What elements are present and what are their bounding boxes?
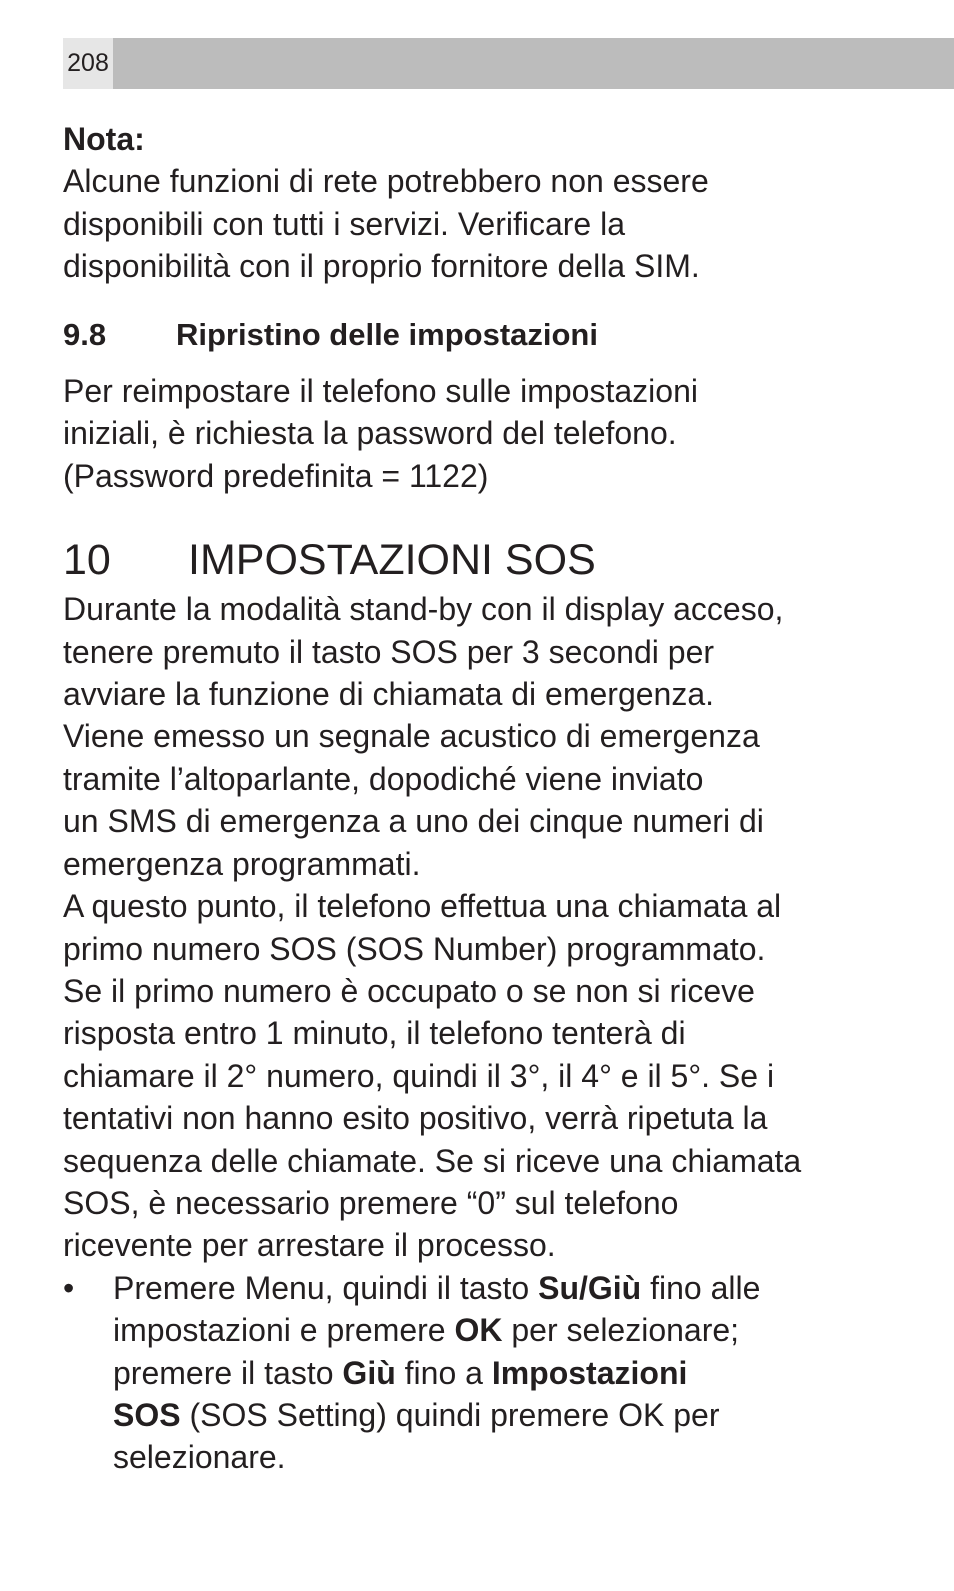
text-run: per selezionare; (502, 1312, 740, 1349)
body-line: chiamare il 2° numero, quindi il 3°, il 4° e il 5°. Se i (63, 1057, 775, 1094)
body-line: tentativi non hanno esito positivo, verrà ripetuta la (63, 1100, 768, 1137)
bullet-line (113, 1309, 760, 1351)
text-run: selezionare. (113, 1439, 286, 1476)
section-body (63, 370, 883, 497)
section-number: 9.8 (63, 316, 107, 352)
page-content (63, 118, 883, 1479)
emphasis-key: Impostazioni (491, 1354, 688, 1391)
body-line: emergenza programmati. (63, 845, 421, 882)
section-line: iniziali, è richiesta la password del telefono. (63, 415, 677, 452)
note-title: Nota: (63, 121, 145, 157)
text-run: impostazioni e premere (113, 1312, 455, 1349)
body-line: ricevente per arrestare il processo. (63, 1227, 556, 1264)
body-line: SOS, è necessario premere “0” sul telefono (63, 1184, 679, 1221)
chapter-body (63, 588, 883, 1267)
instruction-list (63, 1267, 883, 1479)
bullet-line (113, 1267, 760, 1309)
text-run: (SOS Setting) quindi premere OK per (180, 1396, 720, 1433)
list-item (63, 1267, 883, 1479)
emphasis-key: Giù (342, 1354, 396, 1391)
bullet-marker: • (63, 1269, 75, 1306)
body-line: Durante la modalità stand-by con il display acceso, (63, 591, 784, 628)
body-line: tramite l’altoparlante, dopodiché viene inviato (63, 760, 704, 797)
chapter-heading (63, 532, 883, 588)
note-line: disponibilità con il proprio fornitore della SIM. (63, 248, 700, 285)
chapter-title: IMPOSTAZIONI SOS (188, 536, 596, 585)
body-line: avviare la funzione di chiamata di emergenza. (63, 676, 715, 713)
body-line: risposta entro 1 minuto, il telefono tenterà di (63, 1015, 686, 1052)
note-block (63, 118, 883, 288)
bullet-text (113, 1267, 760, 1479)
body-line: sequenza delle chiamate. Se si riceve una chiamata (63, 1142, 802, 1179)
bullet-line (113, 1352, 760, 1394)
body-line: Viene emesso un segnale acustico di emergenza (63, 718, 760, 755)
page-header-bar (63, 38, 954, 89)
text-run: premere il tasto (113, 1354, 343, 1391)
body-line: un SMS di emergenza a uno dei cinque numeri di (63, 803, 764, 840)
section-heading (63, 314, 883, 356)
text-run: fino a (395, 1354, 492, 1391)
body-line: Se il primo numero è occupato o se non si riceve (63, 972, 755, 1009)
emphasis-key: OK (454, 1312, 503, 1349)
bullet-line (113, 1436, 760, 1478)
section-line: (Password predefinita = 1122) (63, 457, 489, 494)
emphasis-key: Su/Giù (538, 1269, 642, 1306)
emphasis-key: SOS (113, 1396, 181, 1433)
page-number: 208 (63, 38, 113, 89)
note-line: Alcune funzioni di rete potrebbero non essere (63, 163, 709, 200)
bullet-line (113, 1394, 760, 1436)
text-run: Premere Menu, quindi il tasto (113, 1269, 539, 1306)
body-line: A questo punto, il telefono effettua una chiamata al (63, 888, 782, 925)
section-title: Ripristino delle impostazioni (176, 316, 598, 352)
section-line: Per reimpostare il telefono sulle impostazioni (63, 373, 698, 410)
text-run: fino alle (641, 1269, 761, 1306)
body-line: tenere premuto il tasto SOS per 3 secondi per (63, 633, 715, 670)
body-line: primo numero SOS (SOS Number) programmato. (63, 930, 766, 967)
chapter-number: 10 (63, 536, 111, 585)
note-line: disponibili con tutti i servizi. Verificare la (63, 205, 626, 242)
